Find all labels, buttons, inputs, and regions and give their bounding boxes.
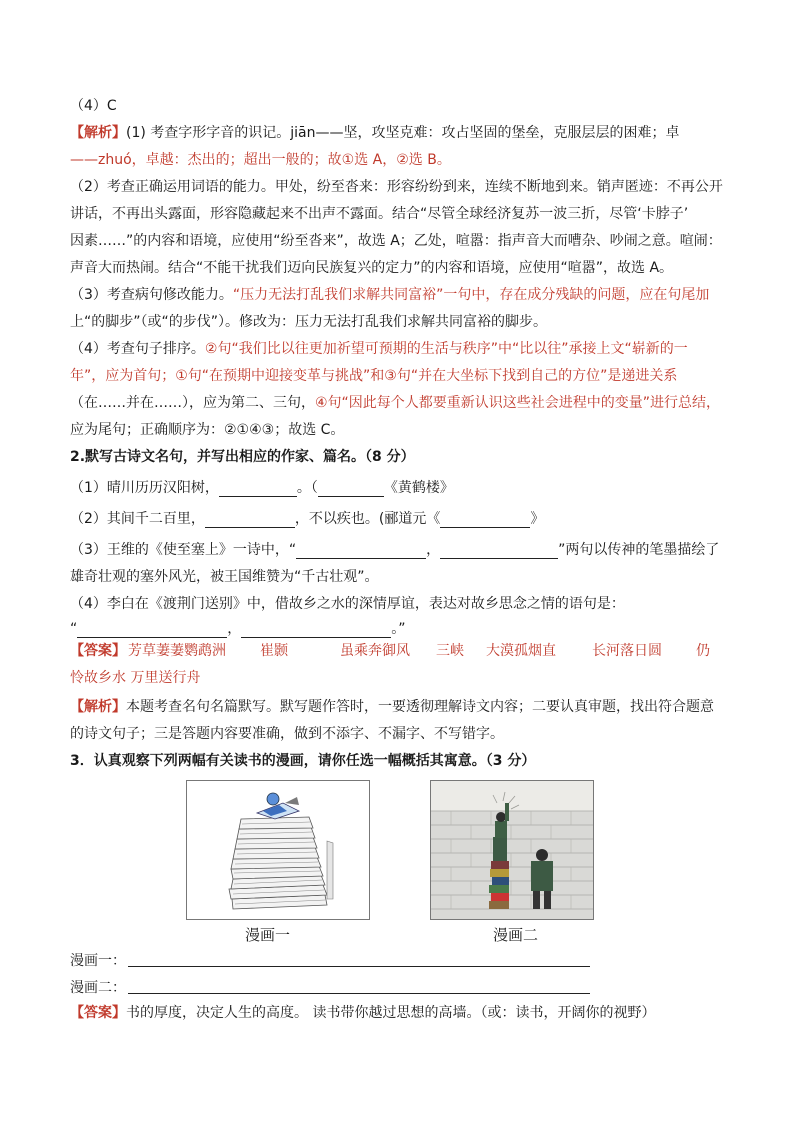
analysis-tag: 【解析】 [70,125,126,141]
answer-q2-5: 大漠孤烟直 [486,643,556,659]
analysis-sub-5: （在……并在……），应为第二、三句， [70,395,315,411]
blank-8[interactable] [241,623,391,638]
q2-item-4: （4）李白在《渡荆门送别》中，借故乡之水的深情厚谊，表达对故乡思念之情的语句是： [70,596,625,612]
answer-q2-7: 仍 [696,643,710,659]
analysis-q2-text: 本题考查名句名篇默写。默写题作答时，一要透彻理解诗文内容；二要认真审题，找出符合题意 [126,699,714,715]
answer-q2-6: 长河落日圆 [592,643,662,659]
answer-q2-2: 崔颢 [260,643,288,659]
question-3-title: 3．认真观察下列两幅有关读书的漫画，请你任选一幅概括其寓意。（3 分） [70,753,536,769]
item-4-answer: （4）C [70,98,117,114]
analysis-red-4: ②句“我们比以往更加祈望可预期的生活与秩序”中“比以往”承接上文“崭新的一 [204,341,688,357]
q2-item-2-end: 》 [530,511,545,527]
analysis-line-2: ——zhuó，卓越：杰出的；超出一般的；故①选 A，②选 B。 [70,152,451,168]
analysis-line-12: 应为尾句；正确顺序为：②①④③；故选 C。 [70,422,345,438]
q2-item-4-comma: ， [227,621,242,637]
cartoon-2-label: 漫画二： [70,980,126,996]
analysis-red-3: “压力无法打乱我们求解共同富裕”一句中，存在成分残缺的问题，应在句尾加 [232,287,710,303]
analysis-line-10: 年”，应为首句；①句“在预期中迎接变革与挑战”和③句“并在大坐标下找到自己的方位”是递进关系 [70,368,678,384]
analysis-q2-line-2: 的诗文句子；三是答题内容要准确，做到不添字、不漏字、不写错字。 [70,726,504,742]
q2-item-4-quote-open: “ [70,621,78,637]
answer-q2-4: 三峡 [436,643,464,659]
answer-q3-text: 书的厚度，决定人生的高度。 读书带你越过思想的高墙。（或：读书，开阔你的视野） [126,1005,656,1021]
q2-item-1 [70,479,454,497]
analysis-line-6: 声音大而热闹。结合“不能干扰我们迈向民族复兴的定力”的内容和语境，应使用“喧嚣”，故选 A。 [70,260,674,276]
blank-1[interactable] [219,482,297,497]
analysis-red-5: ④句“因此每个人都要重新认识这些社会进程中的变量”进行总结， [315,395,721,411]
q2-item-4-quote-close: 。” [391,621,406,637]
cartoon-2-caption: 漫画二 [493,926,539,944]
answer-q2-3: 虽乘奔御风 [340,643,410,659]
analysis-line-11 [70,394,720,412]
question-2-title: 2.默写古诗文名句，并写出相应的作家、篇名。（8 分） [70,449,415,465]
analysis-line-7 [70,286,709,304]
blank-6[interactable] [440,544,558,559]
analysis-sub-3: （3）考查病句修改能力。 [70,287,233,303]
analysis-line-8: 上“的脚步”（或“的步伐”）。修改为：压力无法打乱我们求解共同富裕的脚步。 [70,314,548,330]
stacked-books-illustration [187,781,369,919]
q2-item-3 [70,541,719,559]
analysis-line-4: 讲话，不再出头露面，形容隐藏起来不出声不露面。结合“尽管全球经济复苏一波三折，尽管‘卡脖子’ [70,206,689,222]
cartoon-1-answer-line[interactable] [128,966,590,967]
q2-item-3-line-2: 雄奇壮观的塞外风光，被王国维赞为“千古壮观”。 [70,569,379,585]
q2-item-1-text: （1）晴川历历汉阳树， [70,480,219,496]
q2-item-4-line-2 [70,620,406,638]
q2-item-1-mid: 。（ [296,480,318,496]
analysis-sub-4: （4）考查句子排序。 [70,341,205,357]
q2-item-3-text: （3）王维的《使至塞上》一诗中，“ [70,542,297,558]
answer-q3-line [70,1004,655,1022]
analysis-tag-2: 【解析】 [70,699,126,715]
answer-q2-continued: 怜故乡水 万里送行舟 [70,670,201,686]
q2-item-2 [70,510,544,528]
analysis-text: (1) 考查字形字音的识记。jiān——坚，攻坚克难：攻占坚固的堡垒，克服层层的困难；卓 [126,125,680,141]
analysis-line-5: 因素……”的内容和语境，应使用“纷至沓来”，故选 A；乙处，喧嚣：指声音大而嘈杂、吵闹之意。喧闹： [70,233,722,249]
q2-item-3-comma: ， [426,542,441,558]
analysis-q2-line-1 [70,698,714,716]
cartoon-1-image [186,780,370,920]
cartoon-1-caption: 漫画一 [245,926,291,944]
q2-item-2-mid: ，不以疾也。(郦道元《 [294,511,441,527]
analysis-line-3: （2）考查正确运用词语的能力。甲处，纷至沓来：形容纷纷到来，连续不断地到来。销声匿迹：不再公开 [70,179,723,195]
answer-tag-2: 【答案】 [70,643,126,659]
analysis-line-9 [70,340,688,358]
wall-and-books-illustration [431,781,593,919]
answer-q2-1: 芳草萋萋鹦鹉洲 [128,643,226,659]
answer-tag-3: 【答案】 [70,1005,126,1021]
q2-item-2-text: （2）其间千二百里， [70,511,205,527]
cartoon-1-label: 漫画一： [70,953,126,969]
blank-5[interactable] [296,544,426,559]
blank-3[interactable] [205,513,295,528]
cartoon-2-answer-line[interactable] [128,993,590,994]
analysis-line-1 [70,124,680,142]
q2-item-3-end: ”两句以传神的笔墨描绘了 [558,542,720,558]
blank-4[interactable] [440,513,530,528]
q2-item-1-title: 《黄鹤楼》 [383,480,454,496]
blank-2[interactable] [318,482,384,497]
cartoon-2-image [430,780,594,920]
blank-7[interactable] [77,623,227,638]
